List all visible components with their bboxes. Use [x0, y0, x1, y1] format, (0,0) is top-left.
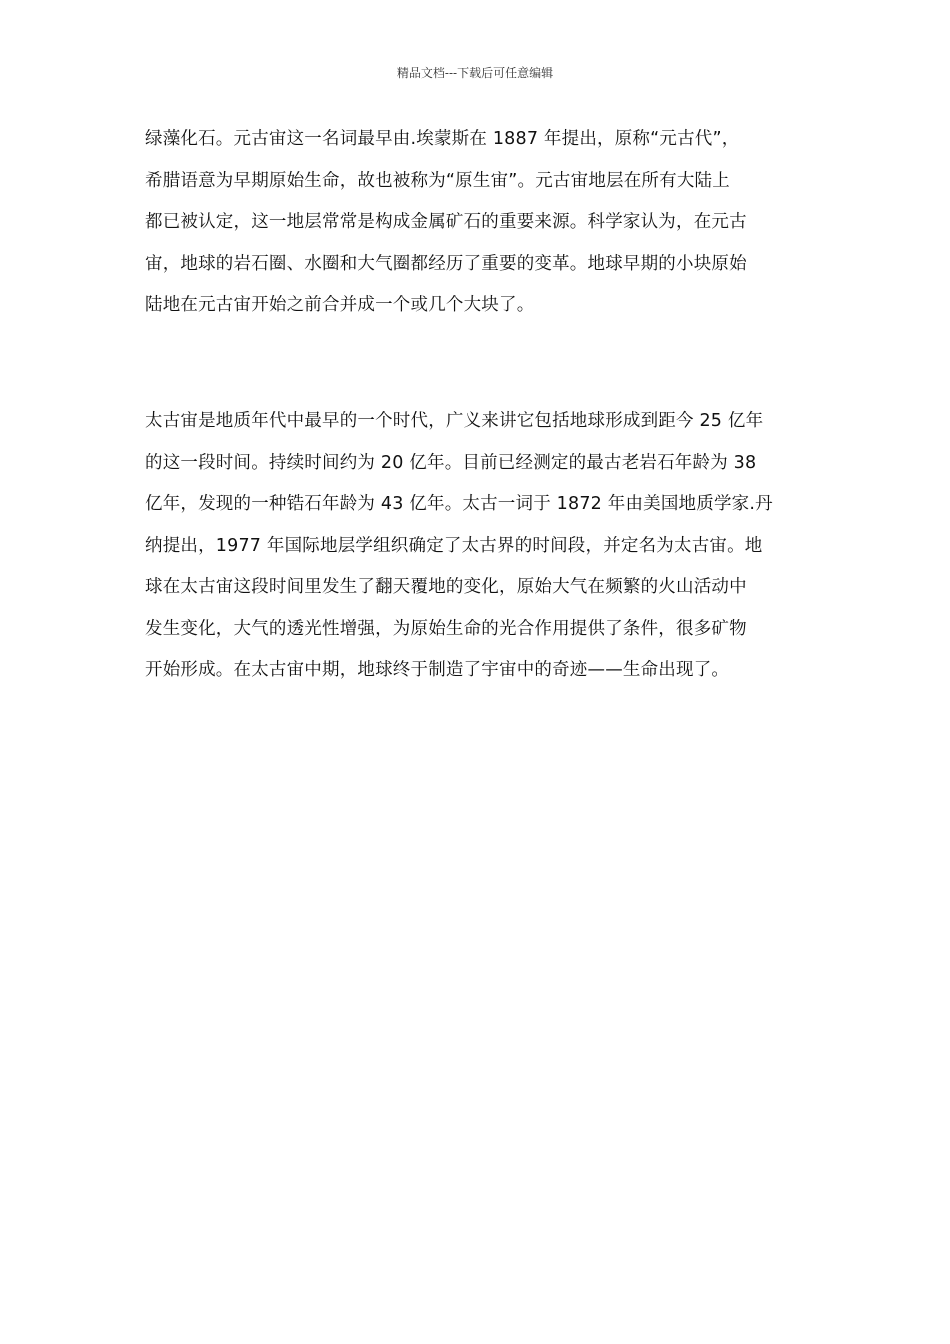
text-line: 亿年，发现的一种锆石年龄为 43 亿年。太古一词于 1872 年由美国地质学家.丹 [145, 494, 773, 514]
text-line: 绿藻化石。元古宙这一名词最早由.埃蒙斯在 1887 年提出，原称“元古代”， [145, 129, 740, 149]
paragraph-proterozoic [145, 119, 815, 327]
page-header: 精品文档---下载后可任意编辑 [396, 66, 554, 80]
paragraph-archean [145, 401, 815, 692]
text-line: 陆地在元古宙开始之前合并成一个或几个大块了。 [145, 295, 535, 315]
text-line: 发生变化，大气的透光性增强，为原始生命的光合作用提供了条件，很多矿物 [145, 618, 747, 639]
text-line: 宙，地球的岩石圈、水圈和大气圈都经历了重要的变革。地球早期的小块原始 [145, 253, 747, 274]
text-line: 太古宙是地质年代中最早的一个时代，广义来讲它包括地球形成到距今 25 亿年 [145, 411, 764, 431]
text-line: 开始形成。在太古宙中期，地球终于制造了宇宙中的奇迹——生命出现了。 [145, 660, 730, 680]
text-line: 球在太古宙这段时间里发生了翻天覆地的变化，原始大气在频繁的火山活动中 [145, 577, 747, 597]
text-line: 的这一段时间。持续时间约为 20 亿年。目前已经测定的最古老岩石年龄为 38 [145, 452, 757, 473]
text-line: 都已被认定，这一地层常常是构成金属矿石的重要来源。科学家认为，在元古 [145, 212, 747, 232]
text-line: 希腊语意为早期原始生命，故也被称为“原生宙”。元古宙地层在所有大陆上 [145, 170, 730, 191]
text-line: 纳提出，1977 年国际地层学组织确定了太古界的时间段，并定名为太古宙。地 [145, 535, 763, 556]
